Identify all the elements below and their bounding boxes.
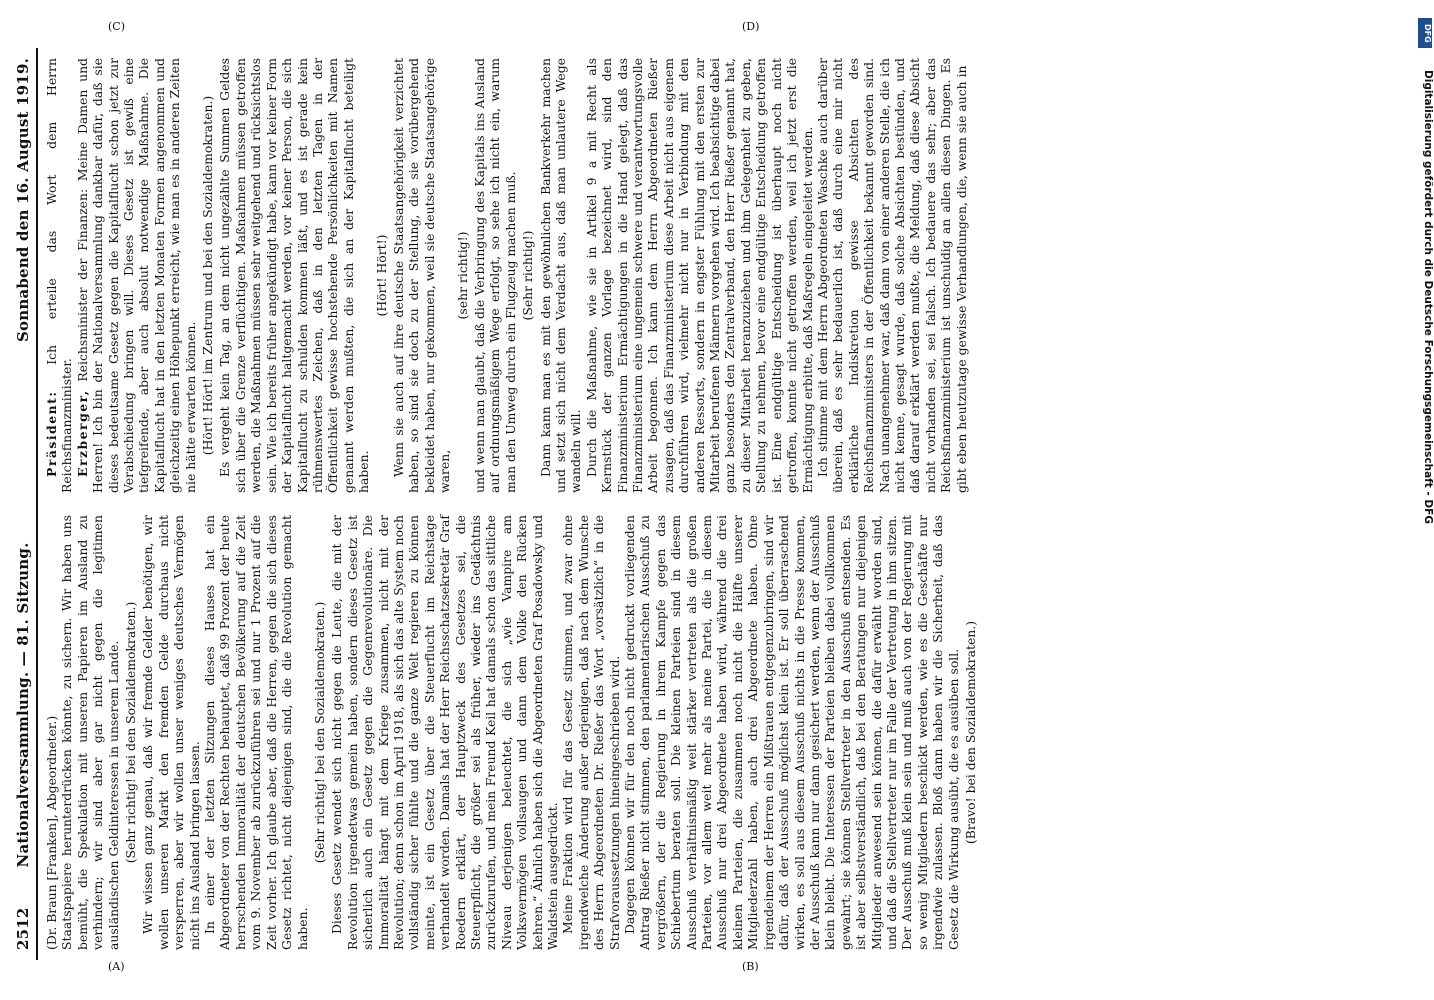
paragraph: In einer der letzten Sitzungen dieses Hauses hat ein Abgeordneter von der Rechten behauptet, daß 99 Prozent der heute herrschenden Immoralität der deutschen Bevölkerung auf die Zeit vom 9. November ab zurückzuführen sei und nur 1 Prozent auf die Zeit vorher. Ich glaube aber, daß die Herren, gegen die sich dieses Gesetz richtet, nicht diejenigen sind, die die Revolution gemacht haben.: [202, 515, 310, 950]
paragraph: Es vergeht kein Tag, an dem nicht ungezählte Summen Geldes sich über die Grenze verflüchtigen. Maßnahmen müssen getroffen werden, die Maßnahmen müssen sehr weitgehend und rücksichtslos sein. Wie ich bereits früher angekündigt habe, kann vor keiner Form der Kapitalflucht haltgemacht werden, vor keiner Person, die sich Kapitalflucht zu schulden kommen läßt, und es ist gerade kein rühmenswertes Zeichen, daß in den letzten Tagen in der Öffentlichkeit gewisse hochstehende Persönlichkeiten mit Namen genannt werden mußten, die sich an der Kapitalflucht beteiligt haben.: [217, 58, 372, 493]
text-columns: [38, 48, 980, 960]
paragraph: Reichsminister der Finanzen: Meine Damen und Herren! Ich bin der Nationalversammlung dankbar dafür, daß sie dieses bedeutsame Gesetz gegen die Kapitalflucht schon jetzt zur Verabschiedung bringen will. Dieses Gesetz ist gewiß eine tiefgreifende, aber auch absolut notwendige Maßnahme. Die Kapitalflucht hat in den letzten Monaten Formen angenommen und gleichzeitig einen Höhepunkt erreicht, wie man es in anderen Zeiten nie hätte erwarten können.: [74, 58, 198, 493]
interjection: (Sehr richtig!): [520, 230, 536, 321]
paragraph: Ich stimme mit dem Herrn Abgeordneten Waschke auch darüber überein, daß es sehr bedauerlich ist, daß durch eine mir nicht erklärliche Indiskretion gewisse Absichten des Reichsfinanzministers in der Öffentlichkeit bekannt geworden sind. Nach unangenehmer war, daß dann von einer anderen Stelle, die ich nicht kenne, gesagt wurde, daß solche Absichten bestünden, und daß darauf erklärt werden mußte, die Meldung, daß diese Absicht nicht vorhanden sei, sei falsch. Ich bedauere das sehr; aber das Reichsfinanzministerium ist unschuldig an allen diesen Dingen. Es gibt eben heutzutage gewisse Verhandlungen, die, wenn sie auch in: [814, 58, 969, 493]
speaker-name: Präsident:: [44, 390, 59, 477]
paragraph: Meine Fraktion wird für das Gesetz stimmen, und zwar ohne irgendwelche Änderung außer derjenigen, daß nach dem Wunsche des Herrn Abgeordneten Dr. Rießer das Wort „vorsätzlich“ in die Strafvoraussetzungen hineingeschrieben wird.: [560, 515, 622, 950]
paragraph: Dieses Gesetz wendet sich nicht gegen die Leute, die mit der Revolution irgendetwas gemein haben, sondern dieses Gesetz ist sicherlich auch ein Gesetz gegen die Gegenrevolutionäre. Die Immoralität hängt mit dem Kriege zusammen, nicht mit der Revolution; denn schon im April 1918, als sich das alte System noch vollständig sicher fühlte und die ganze Welt regieren zu können meinte, ist ein Gesetz über die Steuerflucht im Reichstage verhandelt worden. Damals hat der Herr Reichsschatzsekretär Graf Roedern erklärt, der Hauptzweck des Gesetzes sei, die Steuerpflicht, die größer sei als früher, wieder ins Gedächtnis zurückzurufen, und mein Freund Keil hat damals schon das sittliche Niveau derjenigen beleuchtet, die sich „wie Vampire am Volksvermögen vollsaugen und dann dem Volke den Rücken kehren.“ Ähnlich haben sich die Abgeordneten Graf Posadowsky und Waldstein ausgedrückt.: [329, 515, 560, 950]
interjection: (Sehr richtig! bei den Sozialdemokraten.): [311, 601, 327, 864]
digitization-credit: [1416, 10, 1434, 990]
speaker-name: Erzberger,: [74, 389, 90, 477]
paragraph: Staatspapiere herunterdrücken könnte, zu sichern. Wir haben uns bemüht, die Spekulation mit unseren Papieren im Ausland zu verhindern; wir sind aber gar nicht gegen die legitimen ausländischen Geldinteressen in unserem Lande.: [59, 515, 121, 950]
margin-mark-d: (D): [742, 20, 760, 33]
interjection: (Sehr richtig! bei den Sozialdemokraten.): [123, 601, 139, 864]
credit-text: Digitalisierung gefördert durch die Deutsche Forschungsgemeinschaft - DFG: [1422, 70, 1434, 524]
margin-mark-b: (B): [742, 960, 759, 973]
interjection: (sehr richtig!): [454, 231, 470, 320]
paragraph: Wenn sie auch auf ihre deutsche Staatsangehörigkeit verzichtet haben, so sind sie doch zu der Stellung, die sie vorübergehend bekleidet haben, nur gekommen, weil sie deutsche Staatsangehörige waren,: [390, 58, 453, 493]
left-column: [44, 515, 980, 950]
paragraph: Wir wissen ganz genau, daß wir fremde Gelder benötigen, wir wollen unseren Markt den fremden Gelde durchaus nicht versperren, aber wir wollen unser weniges deutsches Vermögen nicht ins Ausland bringen lassen.: [140, 515, 202, 950]
paragraph: Dagegen können wir für den noch nicht gedruckt vorliegenden Antrag Rießer nicht stimmen, den parlamentarischen Ausschuß zu vergrößern, der die Regierung in ihrem Kampfe gegen das Schiebertum beraten soll. Die kleinen Parteien sind in diesem Ausschuß verhältnismäßig weit stärker vertreten als die großen Parteien, vor allem weit mehr als meine Partei, die in diesem Ausschuß nur drei Abgeordnete haben wird, während die drei kleinen Parteien, die zusammen noch nicht die Hälfte unserer Mitgliederzahl haben, auch drei Abgeordnete haben. Ohne irgendeinem der Herren ein Mißtrauen entgegenzubringen, sind wir dafür, daß der Ausschuß möglichst klein ist. Er soll überraschend wirken, es soll aus diesem Ausschuß nichts in die Presse kommen, der Ausschuß kann nur dann gesichert werden, wenn der Ausschuß klein bleibt. Die Interessen der Parteien bleiben dabei vollkommen gewahrt; sie können Stellvertreter in den Ausschuß entsenden. Es ist aber selbstverständlich, daß bei den Beratungen nur diejenigen Mitglieder anwesend sein können, die dafür erwählt worden sind, und daß die Stellvertreter nur im Falle der Vertretung in ihm sitzen. Der Ausschuß muß klein sein und muß auch von der Regierung mit so wenig Mitgliedern beschickt werden, wie es die Geschäfte nur irgendwie zulassen. Bloß dann haben wir die Sicherheit, daß das Gesetz die Wirkung ausübt, die es ausüben soll.: [622, 515, 961, 950]
margin-mark-a: (A): [108, 960, 125, 973]
interjection: (Hört! Hört!): [373, 234, 389, 317]
paragraph: Durch die Maßnahme, wie sie in Artikel 9 a mit Recht als Kernstück der ganzen Vorlage bezeichnet wird, sind den Finanzministerium Ermächtigungen in die Hand gelegt, daß das Finanzministerium eine ungemein schwere und verantwortungsvolle Arbeit begonnen. Ich kann dem Herrn Abgeordneten Rießer zusagen, daß das Finanzministerium diese Arbeit nicht aus eigenem durchführen wird, vielmehr nicht nur in Verbindung mit den anderen Ressorts, sondern in engster Fühlung mit den ersten zur Mitarbeit berufenen Männern vorgehen wird. Ich beabsichtige dabei ganz besonders den Zentralverband, den Herr Rießer genannt hat, zu dieser Mitarbeit heranzuziehen und ihm Gelegenheit zu geben, Stellung zu nehmen, bevor eine endgültige Entscheidung getroffen ist. Eine endgültige Entscheidung ist überhaupt noch nicht getroffen, konnte nicht getroffen werden, weil ich jetzt erst die Ermächtigung erbitte, daß Maßregeln eingeleitet werden.: [583, 58, 815, 493]
page-header: [14, 48, 38, 960]
margin-mark-c: (C): [108, 20, 125, 33]
session-title: Nationalversammlung. — 81. Sitzung.: [14, 542, 32, 868]
right-column: [44, 58, 980, 493]
paragraph: Dann kann man es mit den gewöhnlichen Bankverkehr machen und setzt sich nicht dem Verdacht aus, daß man unlautere Wege wandeln will.: [537, 58, 584, 493]
session-date: Sonnabend den 16. August 1919.: [14, 58, 32, 342]
paragraph: Ich erteile das Wort dem Herrn Reichsfinanzminister.: [44, 58, 75, 493]
paragraph: und wenn man glaubt, daß die Verbringung des Kapitals ins Ausland auf ordnungsmäßigem Wege erfolgt, so sehe ich nicht ein, warum man den Umweg durch ein Flugzeug machen muß.: [471, 58, 518, 493]
speaker-line: (Dr. Braun [Franken], Abgeordneter.): [44, 715, 59, 950]
dfg-logo: DFG: [1418, 18, 1432, 48]
interjection: (Hört! Hört! im Zentrum und bei den Sozialdemokraten.): [200, 95, 216, 456]
interjection: (Bravo! bei den Sozialdemokraten.): [962, 620, 978, 845]
page-number: 2512: [14, 907, 32, 950]
